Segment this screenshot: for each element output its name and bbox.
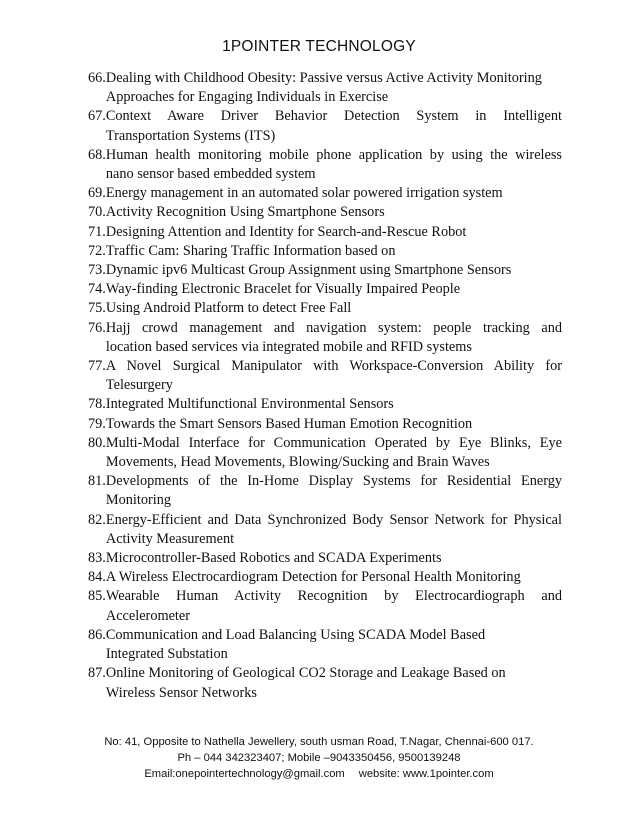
list-item-number: 81.	[88, 473, 106, 490]
list-item-text	[106, 319, 562, 357]
list-item-number: 75.	[88, 300, 106, 317]
list-item-continuation-line: Monitoring	[105, 492, 172, 509]
list-item-title-line: Dealing with Childhood Obesity: Passive versus Active Activity Monitoring	[105, 70, 542, 86]
list-item-continuation-line: Accelerometer	[105, 607, 191, 624]
list-item-title-line: Online Monitoring of Geological CO2 Storage and Leakage Based on	[105, 665, 506, 682]
list-item-continuation-line: Integrated Substation	[105, 646, 228, 663]
list-item-continuation-line: Transportation Systems (ITS)	[105, 127, 276, 144]
list-item-text	[106, 472, 562, 510]
list-item	[88, 146, 562, 184]
list-item-title-line: Developments of the In-Home Display Systems for Residential Energy	[105, 473, 562, 490]
list-item-text	[106, 184, 562, 203]
list-item-title-line: Integrated Multifunctional Environmental Sensors	[105, 396, 394, 413]
list-item-title-line: Dynamic ipv6 Multicast Group Assignment using Smartphone Sensors	[105, 262, 512, 279]
list-item-number: 82.	[88, 511, 106, 528]
list-item-title-line: Microcontroller-Based Robotics and SCADA Experiments	[105, 550, 442, 567]
list-item-title-line: Designing Attention and Identity for Search-and-Rescue Robot	[105, 223, 467, 240]
footer-contact-line	[0, 767, 638, 783]
list-item	[88, 319, 562, 357]
list-item-title-line: Energy management in an automated solar powered irrigation system	[105, 185, 503, 202]
list-item-number: 84.	[88, 569, 106, 586]
list-item	[88, 107, 562, 145]
list-item-title-line: Communication and Load Balancing Using SCADA Model Based	[105, 626, 486, 643]
list-item-text	[106, 415, 562, 434]
footer-website: website: www.1pointer.com	[358, 767, 494, 780]
list-item-continuation-line: Approaches for Engaging Individuals in Exercise	[105, 89, 389, 106]
list-item-number: 77.	[88, 358, 106, 375]
list-item-number: 85.	[88, 588, 106, 605]
list-item	[88, 203, 562, 222]
list-item	[88, 587, 562, 625]
list-item	[88, 626, 562, 664]
list-item	[88, 299, 562, 318]
list-item-text	[106, 357, 562, 395]
list-item-number: 68.	[88, 146, 106, 163]
list-item	[88, 395, 562, 414]
list-item	[88, 184, 562, 203]
list-item-text	[106, 568, 562, 587]
list-item	[88, 242, 562, 261]
list-item-title-line: Energy-Efficient and Data Synchronized Body Sensor Network for Physical	[105, 511, 562, 528]
list-item-number: 76.	[88, 319, 106, 336]
list-item-text	[106, 395, 562, 414]
list-item	[88, 511, 562, 549]
list-item-title-line: Towards the Smart Sensors Based Human Emotion Recognition	[105, 415, 473, 432]
footer-email: Email:onepointertechnology@gmail.com	[144, 767, 345, 780]
list-item-number: 70.	[88, 204, 106, 221]
list-item	[88, 69, 562, 107]
list-item-number: 87.	[88, 665, 106, 682]
list-item-number: 83.	[88, 550, 106, 567]
list-item	[88, 664, 562, 702]
project-topic-list	[88, 69, 562, 703]
list-item-number: 86.	[88, 626, 106, 643]
list-item	[88, 223, 562, 242]
list-item-text	[106, 587, 562, 625]
list-item-title-line: Using Android Platform to detect Free Fall	[105, 300, 352, 317]
list-item-text	[106, 242, 562, 261]
list-item-continuation-line: Wireless Sensor Networks	[105, 684, 257, 701]
list-item-text	[106, 146, 562, 184]
list-item-continuation-line: nano sensor based embedded system	[105, 166, 316, 183]
list-item	[88, 472, 562, 510]
list-item-text	[106, 664, 562, 702]
list-item-number: 67.	[88, 108, 106, 125]
list-item-number: 80.	[88, 434, 106, 451]
list-item-title-line: Multi-Modal Interface for Communication Operated by Eye Blinks, Eye	[105, 434, 562, 451]
list-item-title-line: Human health monitoring mobile phone application by using the wireless	[105, 146, 562, 163]
list-item-text	[106, 434, 562, 472]
header-title: 1POINTER TECHNOLOGY	[222, 38, 416, 55]
list-item-title-line: Hajj crowd management and navigation system: people tracking and	[105, 319, 562, 336]
list-item-text	[106, 69, 562, 107]
footer-phones: Ph – 044 342323407; Mobile –9043350456, 9500139248	[177, 751, 461, 764]
list-item	[88, 357, 562, 395]
page-header	[0, 38, 638, 56]
list-item-continuation-line: Movements, Head Movements, Blowing/Sucking and Brain Waves	[105, 454, 490, 471]
list-item-number: 78.	[88, 396, 106, 413]
list-item-number: 69.	[88, 185, 106, 202]
list-item-number: 71.	[88, 223, 106, 240]
list-item	[88, 261, 562, 280]
list-item-text	[106, 261, 562, 280]
list-item-title-line: A Novel Surgical Manipulator with Workspace-Conversion Ability for	[105, 358, 562, 375]
list-item-text	[106, 280, 562, 299]
list-item	[88, 549, 562, 568]
footer-address: No: 41, Opposite to Nathella Jewellery, south usman Road, T.Nagar, Chennai-600 017.	[104, 736, 534, 748]
list-item	[88, 280, 562, 299]
list-item-number: 79.	[88, 415, 106, 432]
list-item-continuation-line: Activity Measurement	[105, 530, 235, 547]
list-item-title-line: A Wireless Electrocardiogram Detection for Personal Health Monitoring	[105, 569, 521, 586]
list-item-text	[106, 299, 562, 318]
list-item-number: 66.	[88, 70, 106, 86]
list-item-title-line: Wearable Human Activity Recognition by Electrocardiograph and	[105, 588, 562, 605]
list-item-number: 72.	[88, 242, 106, 259]
list-item-text	[106, 107, 562, 145]
list-item-text	[106, 203, 562, 222]
list-item-number: 74.	[88, 281, 106, 298]
list-item-text	[106, 626, 562, 664]
list-item-text	[106, 549, 562, 568]
list-item-title-line: Activity Recognition Using Smartphone Sensors	[105, 204, 385, 221]
list-item	[88, 415, 562, 434]
list-item-continuation-line: Telesurgery	[105, 377, 173, 394]
list-item	[88, 434, 562, 472]
list-item-title-line: Traffic Cam: Sharing Traffic Information based on	[105, 242, 396, 259]
page-footer	[0, 735, 638, 782]
list-item	[88, 568, 562, 587]
list-item-text	[106, 223, 562, 242]
list-item-text	[106, 511, 562, 549]
list-item-title-line: Context Aware Driver Behavior Detection System in Intelligent	[105, 108, 562, 125]
list-item-continuation-line: location based services via integrated mobile and RFID systems	[105, 338, 472, 355]
list-item-title-line: Way-finding Electronic Bracelet for Visually Impaired People	[105, 281, 461, 298]
list-item-number: 73.	[88, 262, 106, 279]
